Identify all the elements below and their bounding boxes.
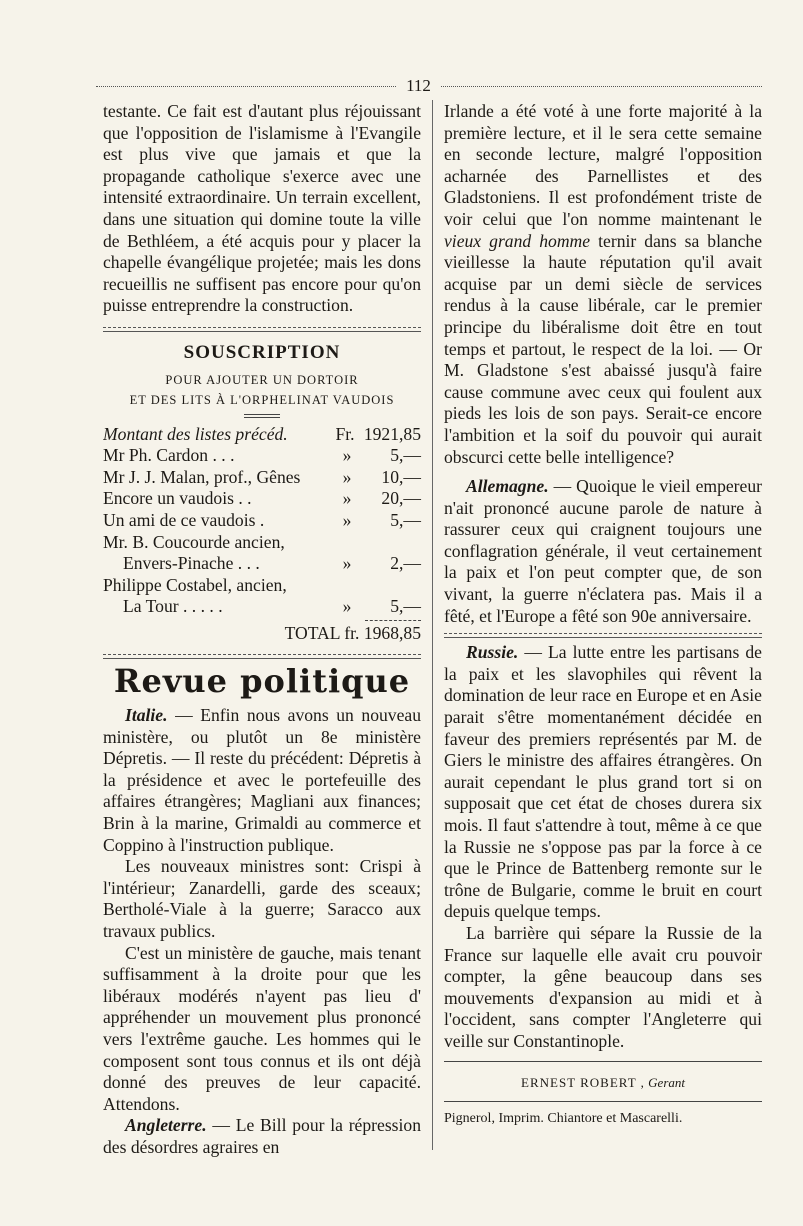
subscription-total [103, 623, 421, 645]
entry-amount: 5,— [390, 509, 421, 530]
entry-name: La Tour . . . . . [123, 596, 223, 617]
entry-amount: 5,— [390, 596, 421, 617]
entry-ditto: » [342, 488, 352, 509]
page-header [96, 76, 762, 96]
column-divider [432, 100, 433, 1150]
right-column [444, 101, 762, 1130]
entry-ditto: » [342, 553, 352, 574]
opening-amount: 1921,85 [363, 423, 421, 444]
allemagne-text: — Quoique le vieil empereur n'ait prononcé aucune parole de nature à rassurer ceux qui craignent toujours une conflagration générale, il veut certainement la paix et l'on peut compter que, de son vivant, la guerre n'éclatera pas. Mais il a fêté, et l'Europe a fêté son 90e anniversaire. [444, 476, 762, 626]
gerant-name: ERNEST ROBERT , [521, 1074, 645, 1090]
header-rule-left [96, 86, 396, 87]
entry-ditto: » [342, 445, 352, 466]
allemagne-paragraph [444, 476, 762, 627]
subscription-title: SOUSCRIPTION [183, 341, 341, 363]
page-number: 112 [406, 76, 431, 95]
entry-name: Encore un vaudois . . [103, 488, 252, 509]
entry-name: Mr Ph. Cardon . . . [103, 445, 235, 466]
entry-name: Mr J. J. Malan, prof., Gênes [103, 466, 301, 487]
angleterre-cont-text-b: ternir dans sa blanche vieillesse la haute réputation qu'il avait acquise par un demi siècle de services rendus à la cause libérale, car le premier principe du libéralisme doit être en tout temps et partout, le respect de la loi. — Or M. Gladstone s'est abaissé jusqu'à faire cause commune avec ceux qui foulent aux pieds les lois de son pays. Serait-ce encore l'ambition et la soif du pouvoir qui aurait obscurci cette belle intelligence? [444, 230, 763, 467]
angleterre-cont-text-a: Irlande a été voté à une forte majorité à la première lecture, et il le sera cette semaine en seconde lecture, malgré l'opposition acharnée des Parnellistes et des Gladstoniens. Il est profondément triste de voir celui que l'on nomme maintenant le [444, 101, 762, 229]
entry-amount: 10,— [381, 466, 421, 487]
gerant-signature [444, 1072, 762, 1094]
entry-name: Mr. B. Coucourde ancien, [103, 531, 285, 552]
angleterre-text: — Le Bill pour la répression des désordres agraires en [103, 1115, 421, 1157]
subscription-entry [103, 532, 421, 554]
angleterre-cont-italic: vieux grand homme [444, 230, 591, 251]
subscription-entry [103, 488, 421, 510]
angleterre-continued [444, 101, 762, 468]
subscription-entry [103, 510, 421, 532]
subscription-entry [103, 575, 421, 597]
header-rule-right [441, 86, 762, 87]
entry-ditto: » [342, 509, 352, 530]
entry-name: Un ami de ce vaudois . [103, 509, 265, 530]
italie-heading: Italie. [125, 705, 168, 726]
subscription-entry [103, 596, 421, 618]
italie-text: — Enfin nous avons un nouveau ministère, ou plutôt un 8e ministère Dépretis. — Il reste du précédent: Dépretis à la présidence et avec le portefeuille des affaires étrangères; Magliani aux finances; Brin à la marine, Grimaldi au commerce et Coppino à l'instruction publique. [103, 705, 421, 855]
italie-paragraph-3: C'est un ministère de gauche, mais tenant suffisamment à la droite pour que les libéraux modérés n'ayent pas lieu d' appréhender un mouvement plus prononcé vers l'extrême gauche. Les hommes qui le composent sont tous connus et ils ont déjà donné des preuves de leur capacité. Attendons. [103, 942, 421, 1114]
section-rule [444, 633, 762, 638]
subscription-entry [103, 445, 421, 467]
subscription-opening-row [103, 424, 421, 446]
opening-currency: Fr. [335, 423, 355, 444]
allemagne-heading: Allemagne. [466, 476, 549, 497]
entry-amount: 2,— [390, 553, 421, 574]
entry-amount: 20,— [381, 488, 421, 509]
angleterre-paragraph [103, 1115, 421, 1158]
subscription-subtitle-1: POUR AJOUTER UN DORTOIR [165, 372, 359, 387]
entry-ditto: » [342, 466, 352, 487]
gerant-role: Gerant [648, 1074, 685, 1090]
sum-rule [365, 620, 421, 621]
russie-paragraph-2: La barrière qui sépare la Russie de la France sur laquelle elle avait cru pouvoir compter, la gêne beaucoup dans ses mouvements d'expansion au midi et à l'occident, sans compter l'Angleterre qui veille sur Constantinople. [444, 922, 762, 1051]
section-rule [103, 327, 421, 332]
left-column [103, 101, 421, 1159]
entry-name: Philippe Costabel, ancien, [103, 574, 287, 595]
subscription-entry [103, 467, 421, 489]
intro-paragraph: testante. Ce fait est d'autant plus réjouissant que l'opposition de l'islamisme à l'Evangile est plus vive que jamais et que la propagande catholique s'exerce avec une intensité extraordinaire. Un terrain excellent, dans une situation qui domine toute la ville de Bethléem, a été acquis pour y placer la chapelle évangélique projetée; mais les dons recueillis ne suffisent pas encore pour qu'on puisse entreprendre la construction. [103, 101, 421, 316]
subscription-entries [103, 445, 421, 618]
total-label: TOTAL fr. [284, 622, 360, 643]
subscription-rule [244, 414, 280, 418]
italie-paragraph-2: Les nouveaux ministres sont: Crispi à l'intérieur; Zanardelli, garde des sceaux; Bertholé-Viale à la guerre; Saracco aux travaux publics. [103, 856, 421, 941]
russie-text: — La lutte entre les partisans de la paix et les slavophiles qui rêvent la domination de leur race en Europe et en Asie parait s'être momentanément décidée en faveur des premiers représentés par M. de Giers le ministre des affaires étrangères. On aurait cependant le plus grand tort si on supposait que cet état de choses durera six mois. Il faut s'attendre à tout, même à ce que la Russie ne s'oppose pas par la force à ce que le Prince de Battenberg remonte sur le trône de Bulgarie, comme le bruit en court depuis quelque temps. [444, 642, 762, 922]
subscription-entry [103, 553, 421, 575]
entry-ditto: » [342, 596, 352, 617]
footer-rule [444, 1061, 762, 1062]
opening-label: Montant des listes précéd. [103, 423, 288, 444]
printer-imprint: Pignerol, Imprim. Chiantore et Mascarelli. [444, 1111, 683, 1127]
entry-name: Envers-Pinache . . . [123, 553, 260, 574]
angleterre-heading: Angleterre. [125, 1115, 207, 1136]
italie-paragraph [103, 705, 421, 856]
russie-heading: Russie. [466, 642, 519, 663]
section-rule [103, 654, 421, 659]
footer-rule [444, 1101, 762, 1102]
section-title: Revue politique [113, 662, 411, 701]
total-amount: 1968,85 [363, 622, 421, 643]
russie-paragraph [444, 642, 762, 923]
entry-amount: 5,— [390, 445, 421, 466]
subscription-subtitle-2: ET DES LITS À L'ORPHELINAT VAUDOIS [129, 392, 395, 407]
